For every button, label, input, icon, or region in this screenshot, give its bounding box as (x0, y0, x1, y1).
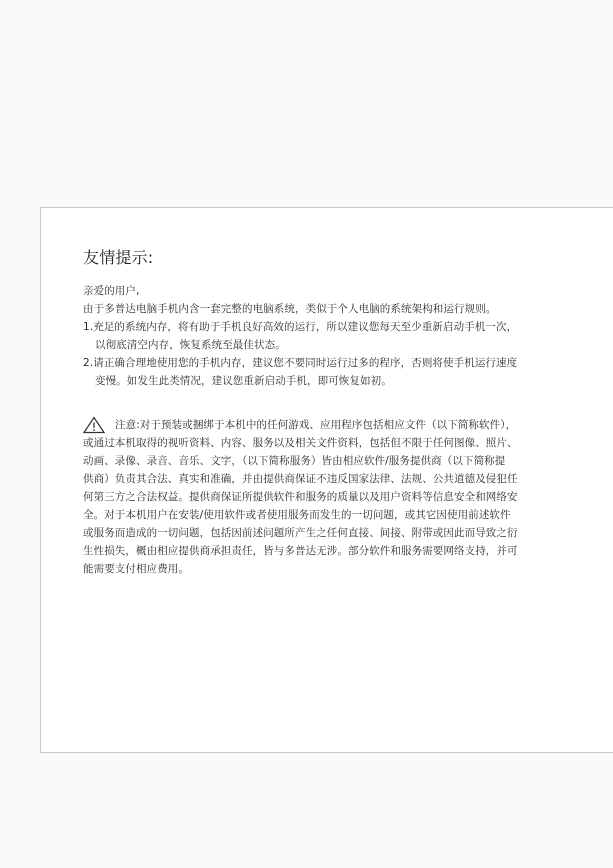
notice-line-9: 能需要支付相应费用。 (83, 563, 189, 575)
page-title: 友情提示: (83, 248, 154, 267)
notice-line-6: 全。对于本机用户在安装/使用软件或者使用服务而发生的一切问题，或其它因使用前述软件 (83, 509, 511, 521)
tip-2-line-2: 变慢。如发生此类情况，建议您重新启动手机，即可恢复如初。 (95, 375, 392, 387)
tip-2-line-1: 2.请正确合理地使用您的手机内存，建议您不要同时运行过多的程序，否则将使手机运行速度 (83, 357, 518, 369)
document-panel (40, 207, 613, 753)
notice-first-row (83, 416, 579, 434)
notice-line-2: 或通过本机取得的视听资料、内容、服务以及相关文件资料，包括但不限于任何图像、照片、 (83, 437, 518, 449)
notice-line-5: 何第三方之合法权益。提供商保证所提供软件和服务的质量以及用户资料等信息安全和网络安 (83, 491, 518, 503)
tip-1-line-2: 以彻底清空内存，恢复系统至最佳状态。 (95, 339, 286, 351)
greeting-text: 亲爱的用户, (83, 285, 140, 297)
document-content (83, 248, 579, 578)
intro-text: 由于多普达电脑手机内含一套完整的电脑系统，类似于个人电脑的系统架构和运行规则。 (83, 303, 497, 315)
notice-line-7: 或服务而造成的一切问题，包括因前述问题所产生之任何直接、间接、附带或因此而导致之衍 (83, 527, 518, 539)
notice-line-4: 供商）负责其合法、真实和准确，并由提供商保证不违反国家法律、法规、公共道德及侵犯任 (83, 473, 518, 485)
tip-1-line-1: 1.充足的系统内存，将有助于手机良好高效的运行，所以建议您每天至少重新启动手机一次， (83, 321, 518, 333)
notice-line-3: 动画、录像、录音、音乐、文字，（以下简称服务）皆由相应软件/服务提供商（以下简称提 (83, 455, 506, 467)
warning-icon (83, 416, 105, 434)
notice-line-8: 生性损失，概由相应提供商承担责任，皆与多普达无涉。部分软件和服务需要网络支持，并可 (83, 545, 518, 557)
notice-section (83, 416, 579, 578)
notice-line-1: 注意:对于预装或捆绑于本机中的任何游戏、应用程序包括相应文件（以下简称软件）， (115, 419, 517, 431)
